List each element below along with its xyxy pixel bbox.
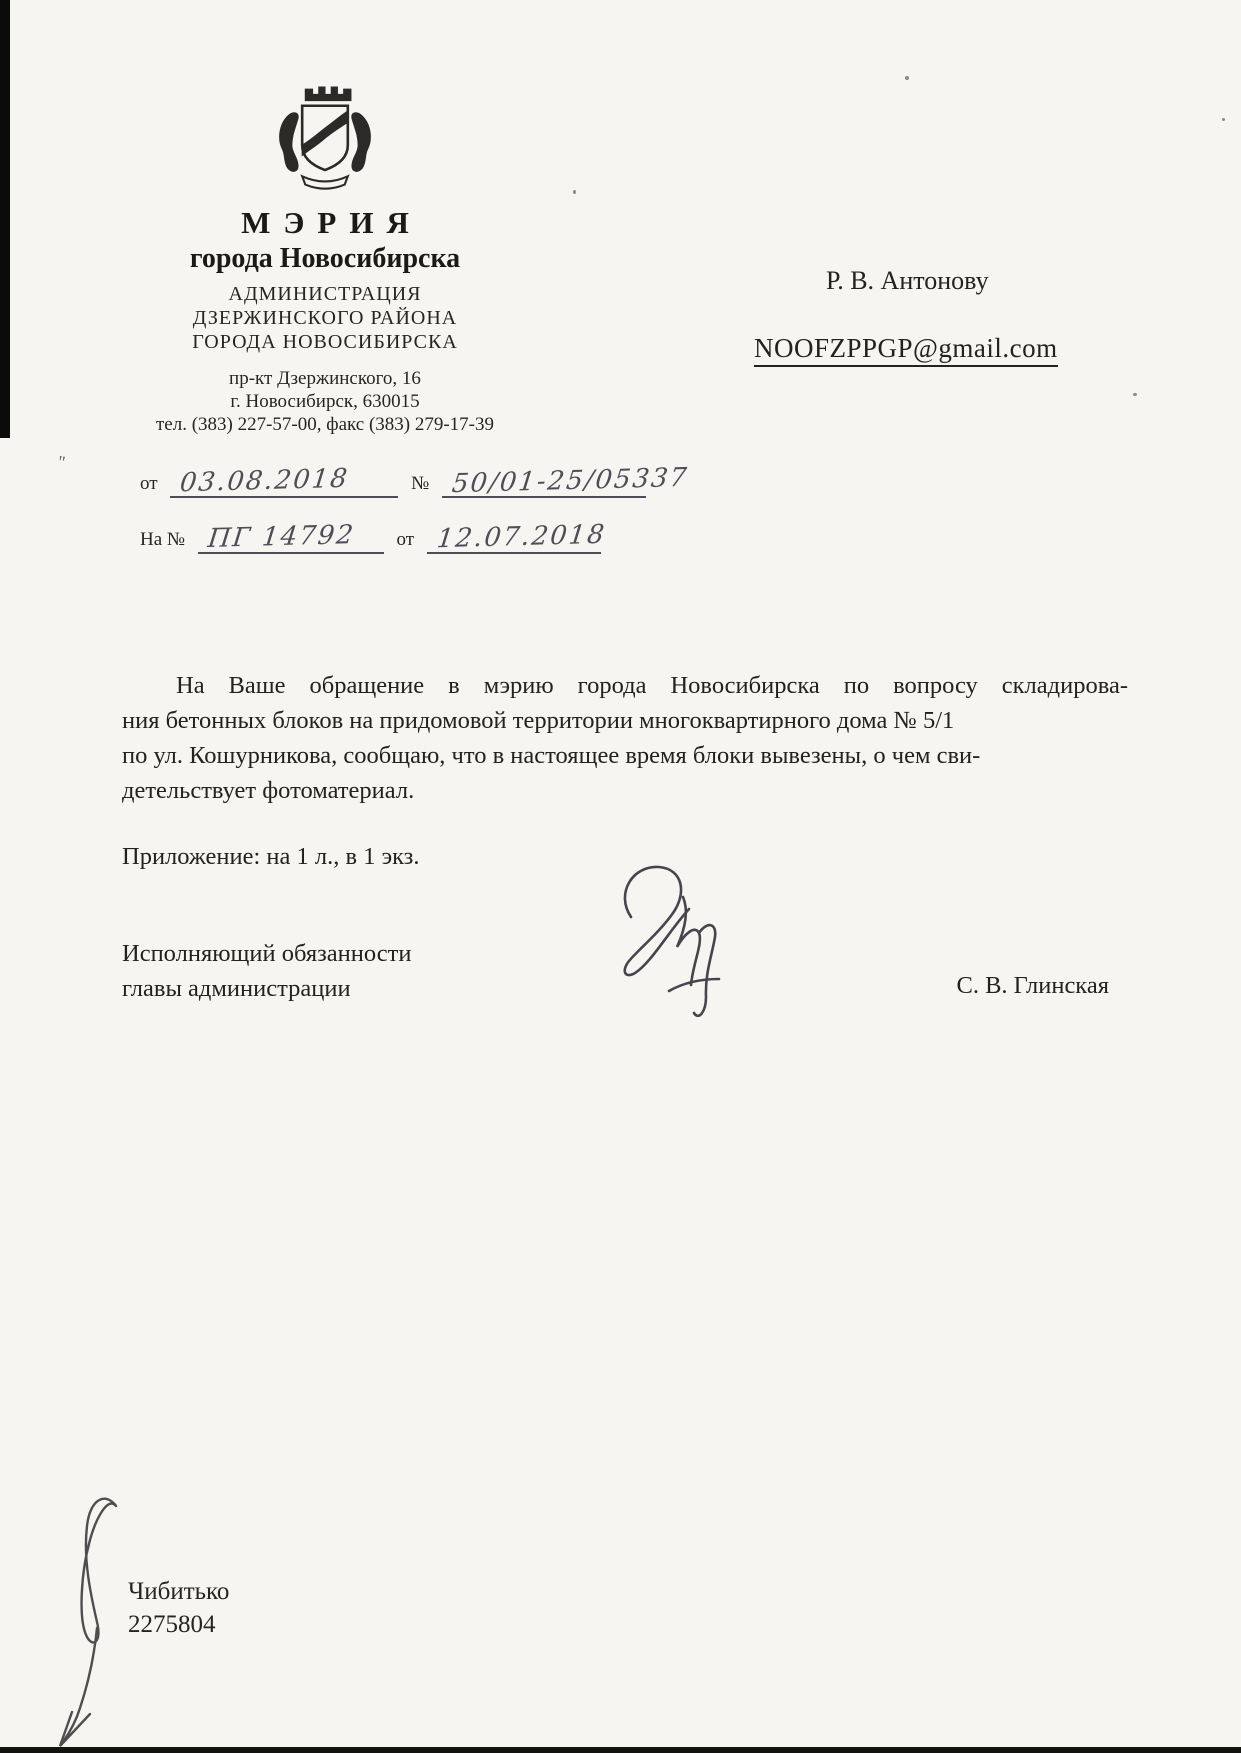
reply-date-field [427,519,608,555]
outgoing-date-label: от [140,473,158,494]
signer-name: С. В. Глинская [956,972,1109,999]
outgoing-reference-row [140,462,690,500]
org-name-line1: МЭРИЯ [241,205,422,240]
org-phone-fax: тел. (383) 227-57-00, факс (383) 279-17-39 [155,414,495,435]
letterhead [110,85,540,436]
executor-block [128,1575,229,1641]
scan-speck [573,190,576,194]
scan-edge-left [0,0,10,438]
reply-date-label: от [396,529,415,550]
org-subdivision-line3: ГОРОДА НОВОСИБИРСКА [192,331,458,353]
scan-pen-tick: '' [56,451,67,473]
executor-phone: 2275804 [128,1611,216,1638]
outgoing-date-field [170,463,398,499]
outgoing-number-label: № [411,473,430,494]
outgoing-number-handwriting: 50/01-25/05337 [450,462,690,500]
outgoing-number-field [442,462,690,500]
reply-number-field [198,522,384,554]
body-line: детельствует фотоматериал. [122,777,415,804]
scan-speck [1222,118,1225,121]
reply-number-label: На № [140,529,186,550]
signer-position-line2: главы администрации [122,975,351,1002]
reply-number-handwriting: ПГ 14792 [206,520,357,554]
body-line: по ул. Кошурникова, сообщаю, что в настоящее время блоки вывезены, о чем сви- [122,742,981,769]
recipient-name: Р. В. Антонову [826,266,989,295]
signer-position [122,936,411,1006]
scan-speck [1133,393,1137,396]
scan-speck [905,76,909,80]
reply-date-handwriting: 12.07.2018 [435,519,608,555]
org-street-address: пр-кт Дзержинского, 16 [229,368,421,389]
org-subdivision-line2: ДЗЕРЖИНСКОГО РАЙОНА [192,307,458,329]
body-line: ния бетонных блоков на придомовой территории многоквартирного дома № 5/1 [122,707,955,734]
org-subdivision-line1: АДМИНИСТРАЦИЯ [228,283,422,305]
signer-position-line1: Исполняющий обязанности [122,940,412,967]
org-name-line2: города Новосибирска [189,243,461,274]
body-line: На Ваше обращение в мэрию города Новосибирска по вопросу складирова- [176,672,1128,699]
scan-edge-bottom [0,1747,1241,1753]
outgoing-date-handwriting: 03.08.2018 [178,463,351,499]
novosibirsk-coat-of-arms-icon [273,85,377,197]
executor-name: Чибитько [128,1578,230,1605]
org-city-postcode: г. Новосибирск, 630015 [230,391,420,412]
attachment-line: Приложение: на 1 л., в 1 экз. [122,843,420,870]
handwritten-signature [585,855,785,1035]
reply-reference-row [140,519,609,555]
recipient-email: NOOFZPPGP@gmail.com [754,333,1058,367]
